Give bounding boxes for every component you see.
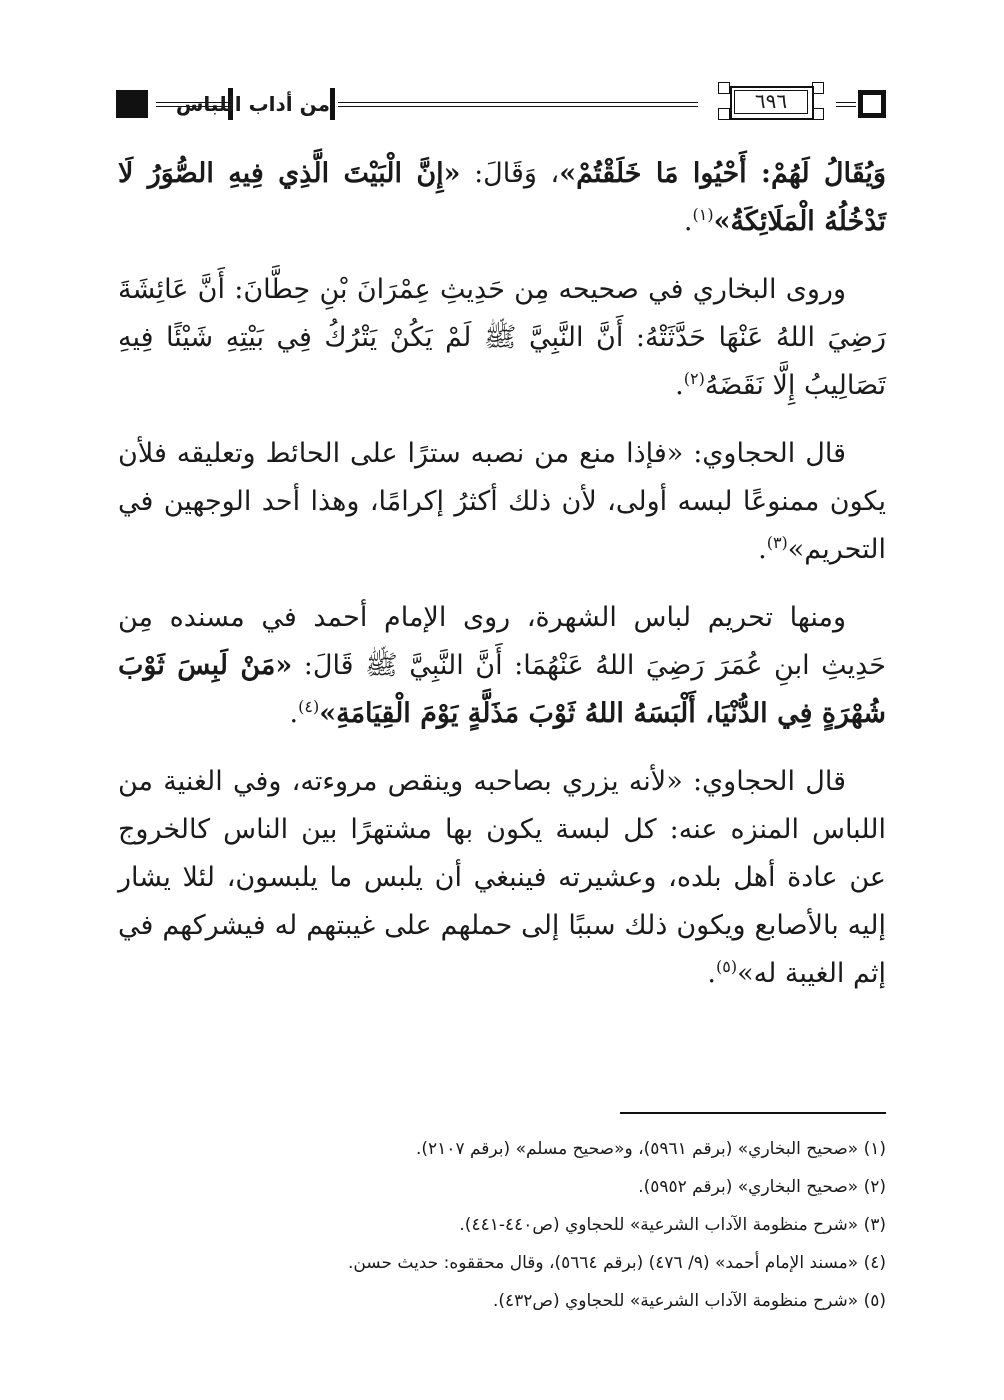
frame-corner-ornament <box>718 82 730 94</box>
hadith-quote: «إِنَّ الْبَيْتَ الَّذِي فِيهِ الصُّوَرُ لَا تَدْخُلُهُ الْمَلَائِكَةُ» <box>118 158 886 237</box>
footnote-ref[interactable]: (٣) <box>766 533 788 552</box>
punctuation: . <box>683 206 693 237</box>
paragraph-2 <box>118 266 886 410</box>
footnote-ref[interactable]: (٥) <box>716 957 738 976</box>
paragraph-5 <box>118 758 886 998</box>
paragraph-1 <box>118 150 886 246</box>
footnote-item: (٥) «شرح منظومة الآداب الشرعية» للحجاوي (ص٤٣٢). <box>492 1291 886 1311</box>
main-text <box>118 150 886 1018</box>
footnote-ref[interactable]: (١) <box>692 205 714 224</box>
hadith-quote: «مَنْ لَبِسَ ثَوْبَ شُهْرَةٍ فِي الدُّنْيَا، أَلْبَسَهُ اللهُ ثَوْبَ مَذَلَّةٍ يَوْمَ الْقِيَامَةِ» <box>118 650 886 729</box>
running-title: من أداب اللباس <box>175 92 330 116</box>
paragraph-text: قال الحجاوي: «فإذا منع من نصبه سترًا على الحائط وتعليقه فلأن يكون ممنوعًا لبسه أولى، لأن ذلك أكثرُ إكرامًا، وهذا أحد الوجهين في التحريم» <box>118 438 886 565</box>
header-rule-middle <box>338 102 698 107</box>
page-header <box>116 82 886 126</box>
page-number-frame <box>716 82 826 122</box>
footnote-item: (٢) «صحيح البخاري» (برقم ٥٩٥٢). <box>638 1177 886 1197</box>
header-separator-right <box>330 88 335 120</box>
header-solid-block <box>116 90 148 118</box>
page-number: ٦٩٦ <box>754 89 788 113</box>
footnote-item: (١) «صحيح البخاري» (برقم ٥٩٦١)، و«صحيح مسلم» (برقم ٢١٠٧). <box>416 1139 886 1159</box>
footnote-separator <box>620 1112 886 1114</box>
punctuation: . <box>675 370 684 401</box>
paragraph-3 <box>118 430 886 574</box>
header-rule-right <box>836 102 856 107</box>
punctuation: . <box>758 534 767 565</box>
footnotes-list <box>118 1130 886 1320</box>
frame-corner-ornament <box>718 108 730 120</box>
paragraph-text: قال الحجاوي: «لأنه يزري بصاحبه وينقص مروءته، وفي الغنية من اللباس المنزه عنه: كل لبسة يكون بها مشتهرًا بين الناس كالخروج عن عادة أهل بلده، وعشيرته فينبغي أن يلبس ما يلبسون، لئلا يشار إليه بالأصابع ويكون ذلك سببًا إلى حملهم على غيبتهم له فيشركهم في إثم الغيبة له» <box>118 766 886 989</box>
paragraph-text: ومنها تحريم لباس الشهرة، روى الإمام أحمد في مسنده مِن حَدِيثِ ابنِ عُمَرَ رَضِيَ اللهُ عَنْهُمَا: أَنَّ النَّبِيَّ ﷺ قَالَ: <box>118 602 886 681</box>
paragraph-text: ، وَقَالَ: <box>460 158 560 189</box>
header-hollow-block <box>858 90 886 118</box>
paragraph-4 <box>118 594 886 738</box>
footnote-ref[interactable]: (٤) <box>298 697 320 716</box>
footnote-item: (٣) «شرح منظومة الآداب الشرعية» للحجاوي (ص٤٤٠-٤٤١). <box>459 1215 886 1235</box>
punctuation: . <box>707 958 716 989</box>
footnote-ref[interactable]: (٢) <box>683 369 705 388</box>
punctuation: . <box>289 698 299 729</box>
paragraph-text: وروى البخاري في صحيحه مِن حَدِيثِ عِمْرَانَ بْنِ حِطَّانَ: أَنَّ عَائِشَةَ رَضِيَ اللهُ عَنْهَا حَدَّثَتْهُ: أَنَّ النَّبِيَّ ﷺ لَمْ يَكُنْ يَتْرُكُ فِي بَيْتِهِ شَيْئًا فِيهِ تَصَالِيبُ إِلَّا نَقَضَهُ <box>118 274 886 401</box>
footnote-item: (٤) «مسند الإمام أحمد» (٩/ ٤٧٦) (برقم ٥٦٦٤)، وقال محققوه: حديث حسن. <box>347 1253 886 1273</box>
hadith-quote: وَيُقَالُ لَهُمْ: أَحْيُوا مَا خَلَقْتُمْ» <box>559 158 886 189</box>
